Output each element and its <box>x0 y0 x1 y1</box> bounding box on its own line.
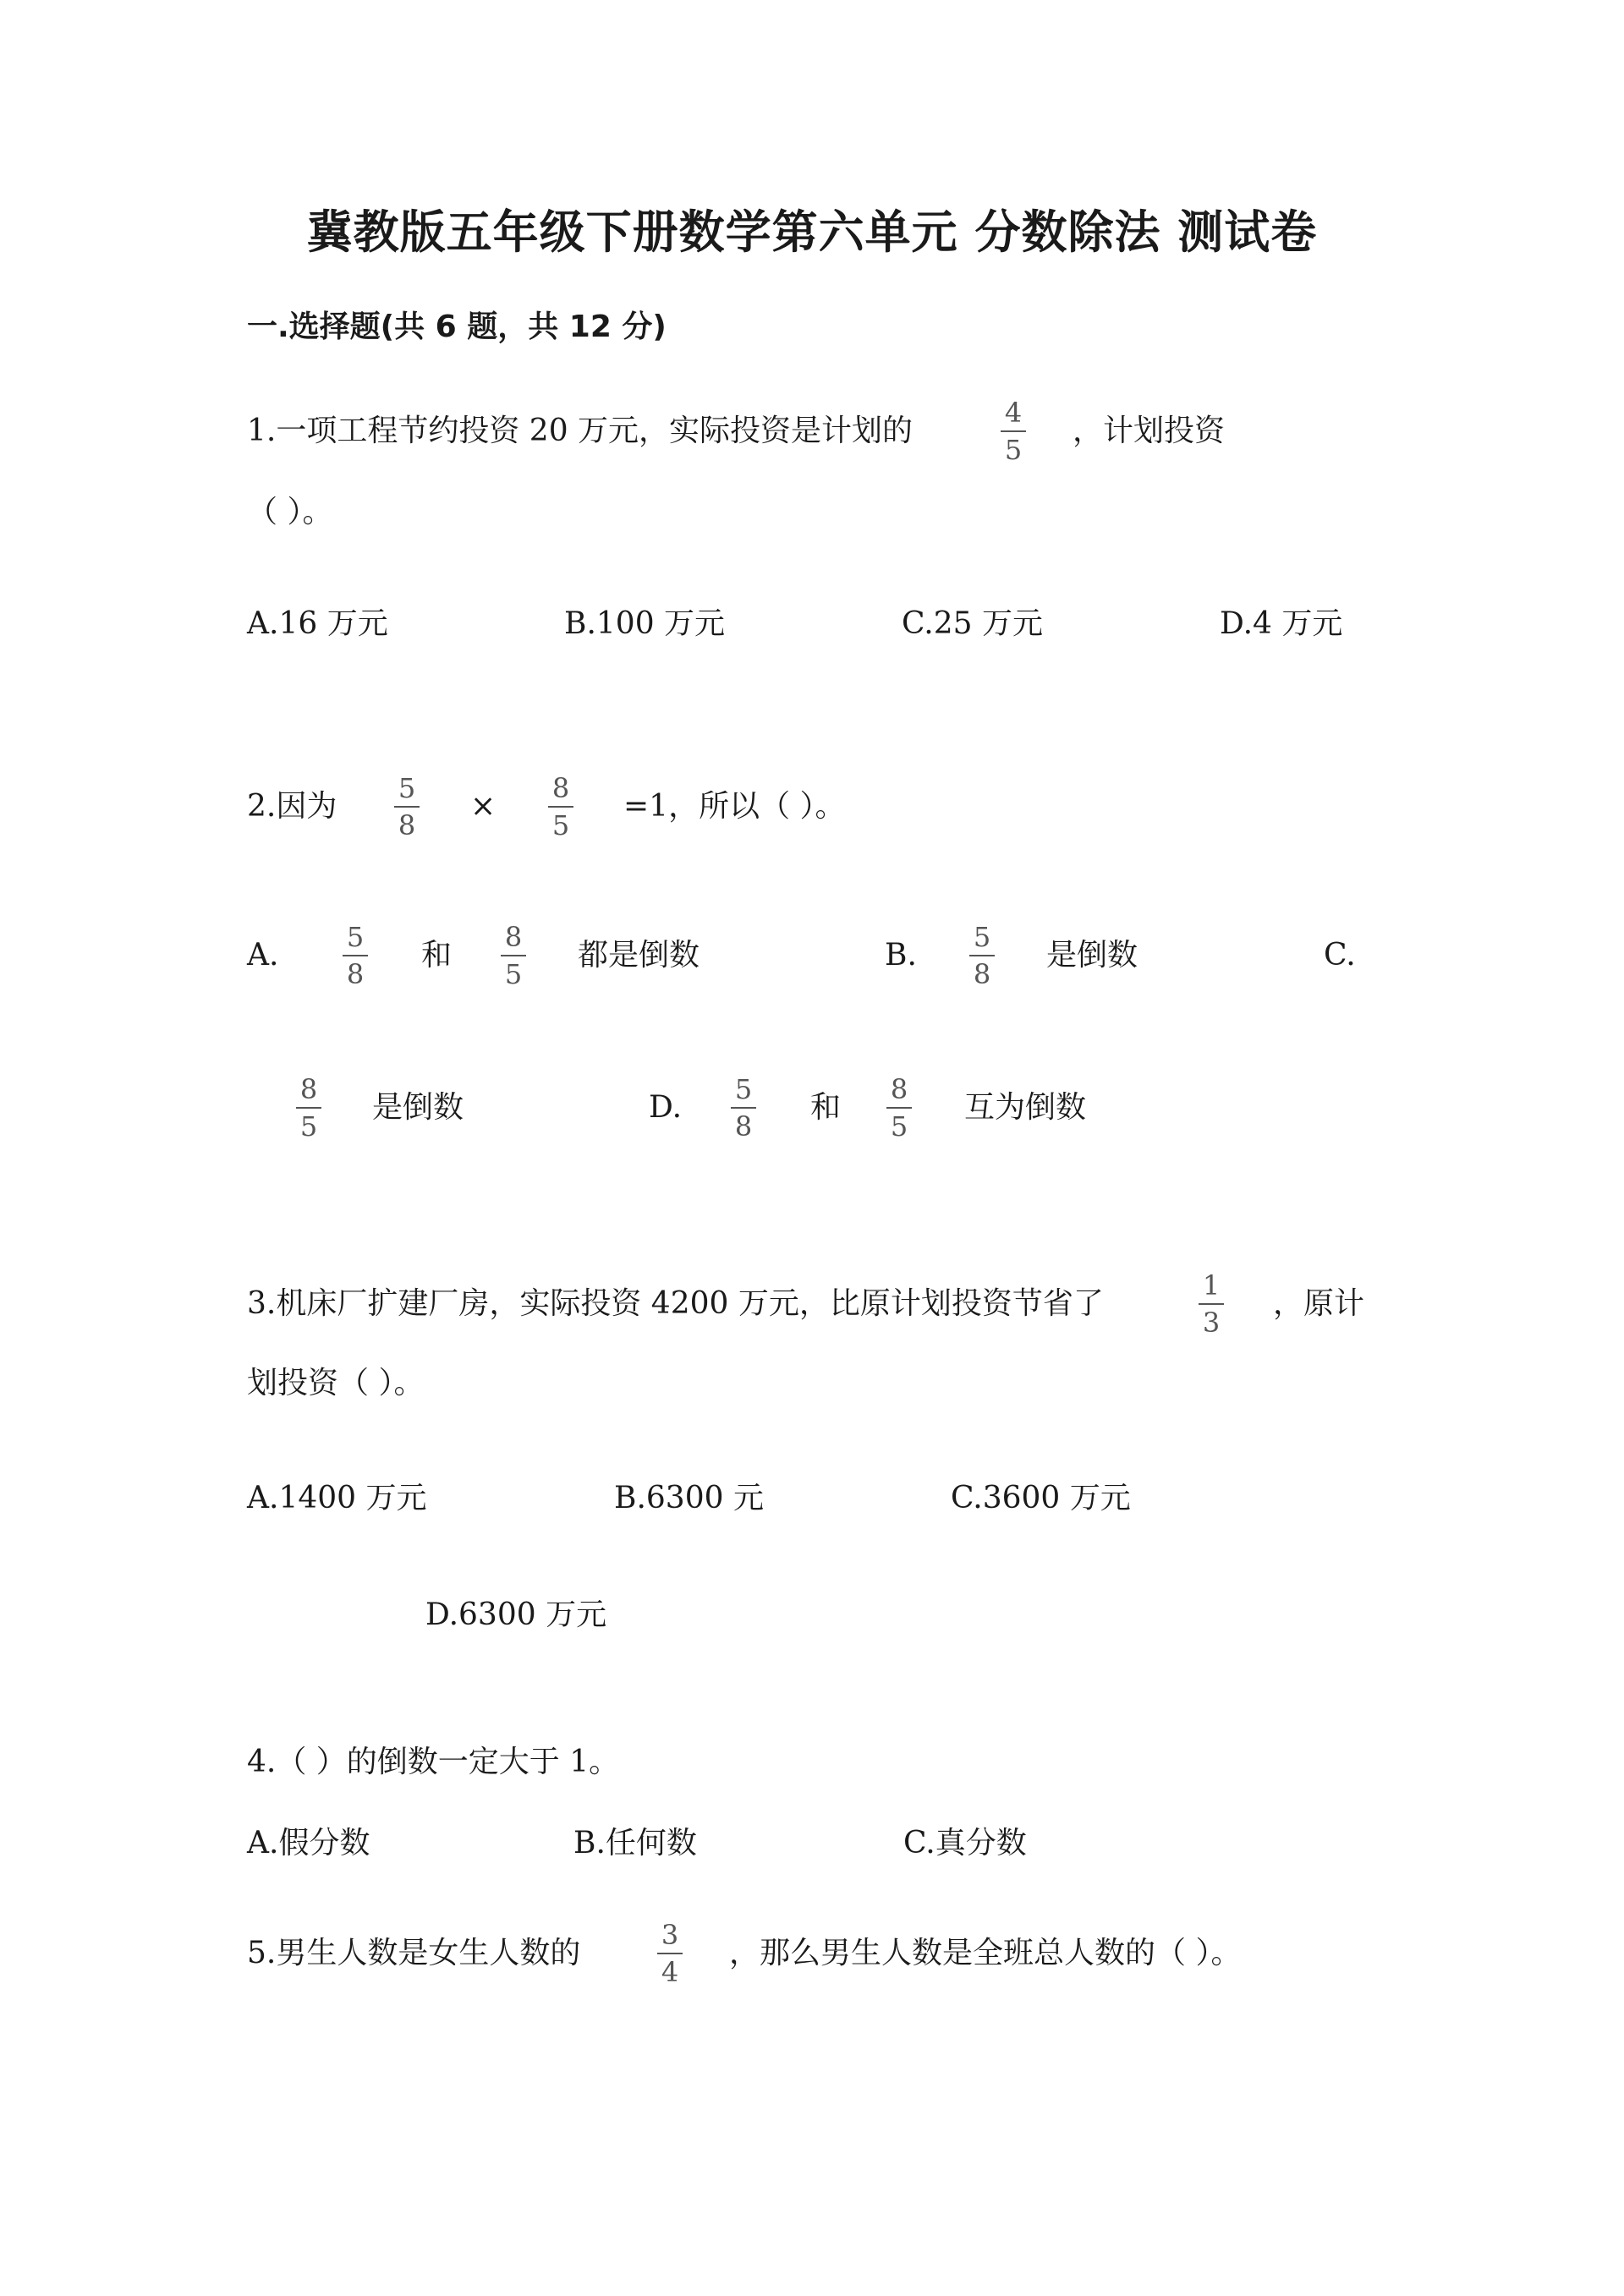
q3-option-d[interactable]: D.6300 万元 <box>425 1597 607 1632</box>
fraction-bar <box>343 955 368 956</box>
fraction-numerator: 5 <box>734 1073 753 1105</box>
q1-fraction-denominator: 5 <box>1004 434 1023 466</box>
fraction-numerator: 8 <box>890 1073 908 1105</box>
q2-option-a-label: A. <box>247 938 279 973</box>
fraction-bar <box>731 1107 756 1109</box>
fraction-bar <box>969 955 995 956</box>
q2-option-d-text: 互为倒数 <box>964 1090 1087 1125</box>
q1-stem-part3: （ ）。 <box>247 495 333 529</box>
q4-option-a[interactable]: A.假分数 <box>247 1826 370 1860</box>
q3-fraction-numerator: 1 <box>1202 1269 1221 1301</box>
fraction-bar <box>1199 1303 1224 1305</box>
q3-stem-part1: 3.机床厂扩建厂房，实际投资 4200 万元，比原计划投资节省了 <box>247 1286 1104 1321</box>
q1-stem-part1: 1.一项工程节约投资 20 万元，实际投资是计划的 <box>247 414 914 448</box>
q1-stem-part2: ，计划投资 <box>1073 414 1226 448</box>
fraction-bar <box>548 806 573 808</box>
q3-option-a[interactable]: A.1400 万元 <box>247 1481 427 1515</box>
q2-option-c-text: 是倒数 <box>372 1090 464 1125</box>
q2-stem-part2: =1，所以（ ）。 <box>623 789 846 824</box>
q5-stem-part1: 5.男生人数是女生人数的 <box>247 1936 581 1970</box>
q2-fraction-1-denominator: 8 <box>398 809 416 841</box>
q2-option-b-fraction <box>969 922 995 989</box>
q2-option-a-fraction-2 <box>501 922 526 989</box>
fraction-bar <box>501 955 526 956</box>
fraction-bar <box>886 1107 912 1109</box>
fraction-numerator: 5 <box>973 921 991 953</box>
fraction-bar <box>1001 430 1026 432</box>
q2-option-a-text: 都是倒数 <box>578 938 700 973</box>
q1-fraction-numerator: 4 <box>1004 397 1023 429</box>
fraction-bar <box>296 1107 321 1109</box>
q2-option-c-label: C. <box>1324 938 1356 973</box>
q2-option-b-label: B. <box>885 938 917 973</box>
q2-option-d-label: D. <box>649 1090 683 1125</box>
page-title: 冀教版五年级下册数学第六单元 分数除法 测试卷 <box>306 205 1318 259</box>
fraction-bar <box>394 806 420 808</box>
q2-option-b-text: 是倒数 <box>1046 938 1138 973</box>
q2-option-d-fraction-1 <box>731 1074 756 1142</box>
q2-stem-part1: 2.因为 <box>247 789 337 824</box>
fraction-denominator: 5 <box>504 958 523 990</box>
q3-stem-part3: 划投资（ ）。 <box>247 1366 425 1400</box>
q5-fraction-denominator: 4 <box>661 1956 679 1988</box>
q4-option-b[interactable]: B.任何数 <box>573 1826 697 1860</box>
q1-option-c[interactable]: C.25 万元 <box>902 606 1043 641</box>
q1-option-a[interactable]: A.16 万元 <box>247 606 388 641</box>
q2-option-c-fraction <box>296 1074 321 1142</box>
q3-option-c[interactable]: C.3600 万元 <box>951 1481 1131 1515</box>
q4-stem: 4.（ ）的倒数一定大于 1。 <box>247 1745 620 1779</box>
q2-option-d-fraction-2 <box>886 1074 912 1142</box>
fraction-numerator: 8 <box>504 921 523 953</box>
fraction-denominator: 8 <box>734 1110 753 1143</box>
q3-fraction <box>1199 1270 1224 1338</box>
fraction-denominator: 8 <box>973 958 991 990</box>
q1-option-b[interactable]: B.100 万元 <box>564 606 726 641</box>
q2-fraction-1-numerator: 5 <box>398 772 416 804</box>
q5-fraction <box>657 1920 683 1987</box>
q3-stem-part2: ，原计 <box>1273 1286 1365 1321</box>
q5-fraction-numerator: 3 <box>661 1919 679 1951</box>
fraction-denominator: 5 <box>299 1110 318 1143</box>
multiply-sign: × <box>470 789 497 824</box>
q2-fraction-2-denominator: 5 <box>551 809 570 841</box>
q3-fraction-denominator: 3 <box>1202 1307 1221 1339</box>
q2-fraction-2-numerator: 8 <box>551 772 570 804</box>
q2-option-d-and: 和 <box>810 1090 842 1125</box>
q2-fraction-1 <box>394 773 420 841</box>
q2-fraction-2 <box>548 773 573 841</box>
fraction-denominator: 8 <box>346 958 365 990</box>
q5-stem-part2: ，那么男生人数是全班总人数的（ ）。 <box>729 1936 1242 1970</box>
q4-option-c[interactable]: C.真分数 <box>903 1826 1027 1860</box>
q1-fraction <box>1001 397 1026 465</box>
q2-option-a-and: 和 <box>421 938 453 973</box>
fraction-denominator: 5 <box>890 1110 908 1143</box>
fraction-numerator: 8 <box>299 1073 318 1105</box>
section-heading: 一.选择题(共 6 题，共 12 分) <box>247 310 667 344</box>
fraction-numerator: 5 <box>346 921 365 953</box>
q1-option-d[interactable]: D.4 万元 <box>1220 606 1343 641</box>
q2-option-a-fraction-1 <box>343 922 368 989</box>
fraction-bar <box>657 1953 683 1954</box>
q3-option-b[interactable]: B.6300 元 <box>614 1481 764 1515</box>
